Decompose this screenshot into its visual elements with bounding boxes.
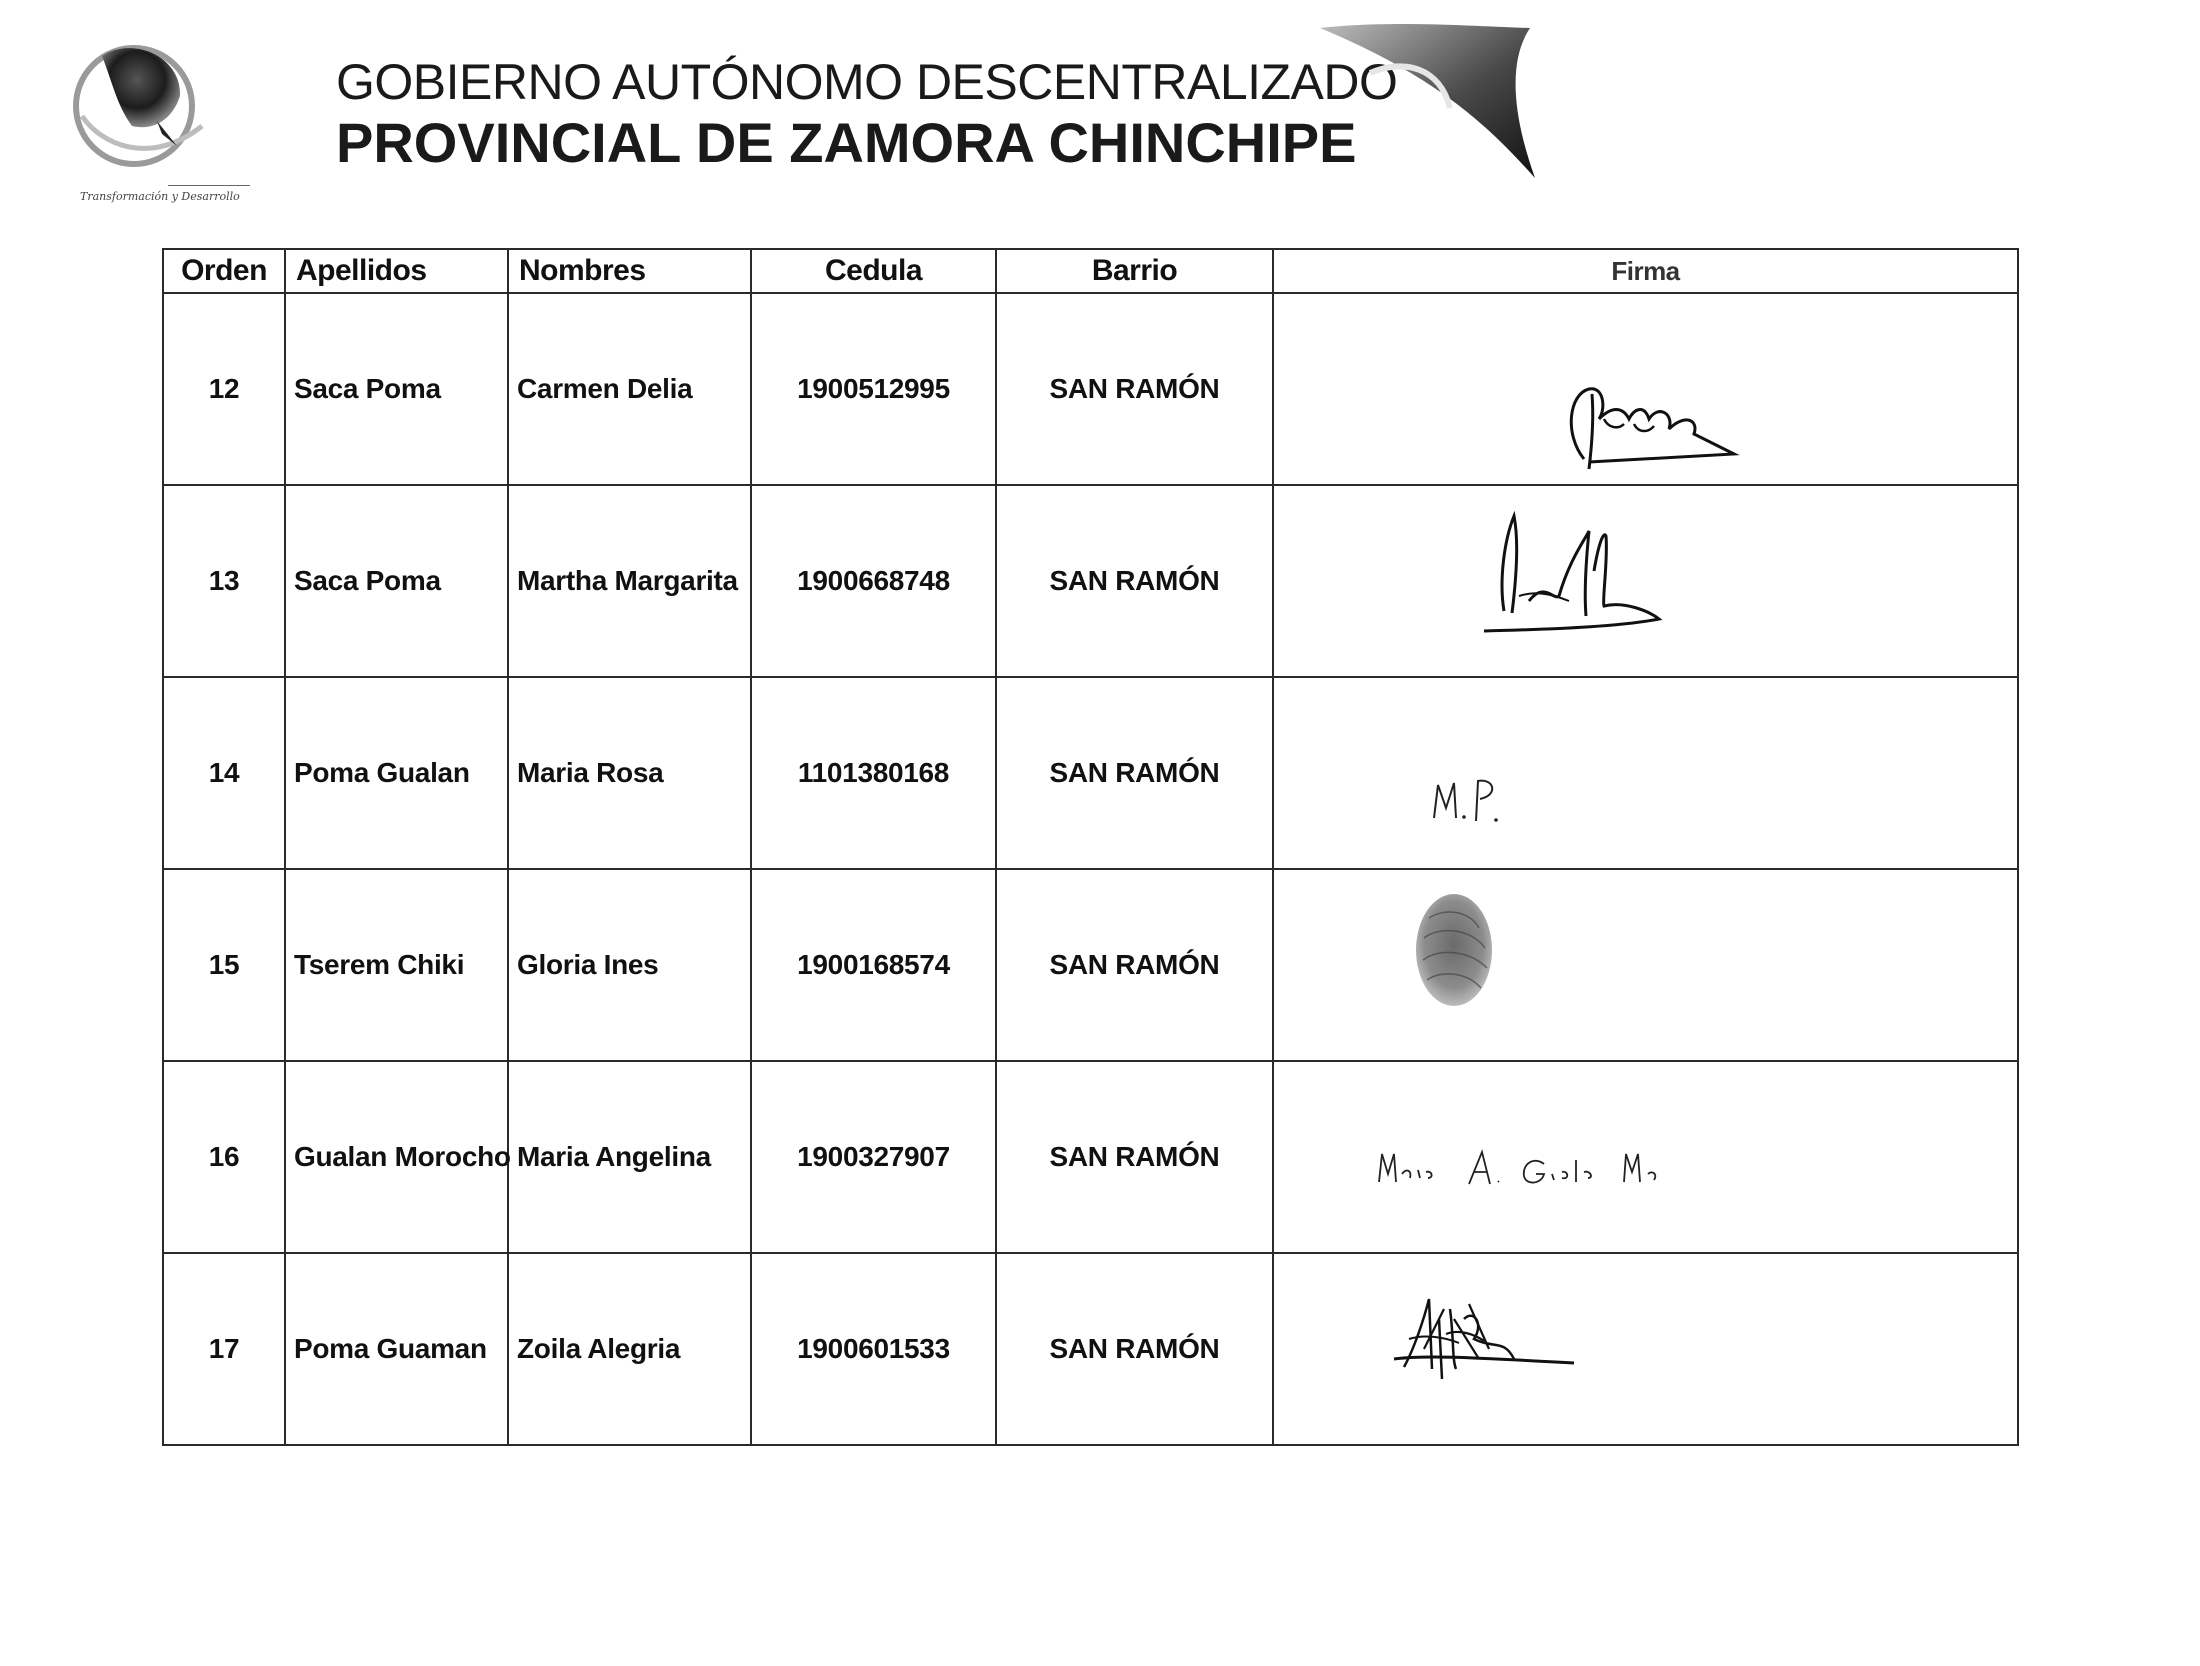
page-title <box>336 52 1398 174</box>
cell-apellidos: Saca Poma <box>285 485 508 677</box>
cell-firma <box>1273 1253 2018 1445</box>
institution-logo <box>62 26 222 176</box>
table-row <box>163 1253 2018 1445</box>
signature-image <box>1544 374 1744 484</box>
cell-orden: 16 <box>163 1061 285 1253</box>
signature-image <box>1384 1279 1584 1404</box>
fingerprint-image <box>1409 888 1499 1013</box>
cell-nombres: Gloria Ines <box>508 869 751 1061</box>
header-swoosh-graphic <box>1310 18 1550 188</box>
signature-image <box>1474 501 1674 641</box>
cell-cedula: 1101380168 <box>751 677 996 869</box>
cell-orden: 15 <box>163 869 285 1061</box>
cell-nombres: Zoila Alegria <box>508 1253 751 1445</box>
table-row <box>163 485 2018 677</box>
cell-apellidos: Tserem Chiki <box>285 869 508 1061</box>
cell-cedula: 1900168574 <box>751 869 996 1061</box>
cell-nombres: Maria Rosa <box>508 677 751 869</box>
cell-firma <box>1273 869 2018 1061</box>
col-header-barrio: Barrio <box>996 249 1273 293</box>
cell-apellidos: Gualan Morocho <box>285 1061 508 1253</box>
table-row <box>163 677 2018 869</box>
col-header-apellidos: Apellidos <box>285 249 508 293</box>
table-row <box>163 1061 2018 1253</box>
col-header-firma: Firma <box>1273 249 2018 293</box>
tagline-rule <box>168 185 250 186</box>
cell-apellidos: Poma Gualan <box>285 677 508 869</box>
table-row <box>163 293 2018 485</box>
cell-apellidos: Saca Poma <box>285 293 508 485</box>
table-row <box>163 869 2018 1061</box>
cell-barrio: SAN RAMÓN <box>996 677 1273 869</box>
cell-apellidos: Poma Guaman <box>285 1253 508 1445</box>
cell-firma <box>1273 677 2018 869</box>
cell-nombres: Maria Angelina <box>508 1061 751 1253</box>
signature-initials-image <box>1424 773 1524 833</box>
cell-nombres: Martha Margarita <box>508 485 751 677</box>
cell-nombres: Carmen Delia <box>508 293 751 485</box>
handwritten-signature-image <box>1374 1142 1684 1202</box>
col-header-orden: Orden <box>163 249 285 293</box>
title-line-2: PROVINCIAL DE ZAMORA CHINCHIPE <box>336 111 1357 174</box>
cell-orden: 14 <box>163 677 285 869</box>
cell-firma <box>1273 485 2018 677</box>
cell-barrio: SAN RAMÓN <box>996 293 1273 485</box>
cell-firma <box>1273 1061 2018 1253</box>
table-header-row <box>163 249 2018 293</box>
cell-orden: 12 <box>163 293 285 485</box>
cell-barrio: SAN RAMÓN <box>996 1253 1273 1445</box>
cell-cedula: 1900327907 <box>751 1061 996 1253</box>
cell-cedula: 1900512995 <box>751 293 996 485</box>
title-line-1: GOBIERNO AUTÓNOMO DESCENTRALIZADO <box>336 54 1398 110</box>
cell-cedula: 1900668748 <box>751 485 996 677</box>
tagline: Transformación y Desarrollo <box>80 190 240 203</box>
cell-barrio: SAN RAMÓN <box>996 1061 1273 1253</box>
attendance-table <box>162 248 2019 1446</box>
cell-orden: 17 <box>163 1253 285 1445</box>
col-header-cedula: Cedula <box>751 249 996 293</box>
cell-firma <box>1273 293 2018 485</box>
cell-barrio: SAN RAMÓN <box>996 485 1273 677</box>
cell-cedula: 1900601533 <box>751 1253 996 1445</box>
cell-barrio: SAN RAMÓN <box>996 869 1273 1061</box>
col-header-nombres: Nombres <box>508 249 751 293</box>
cell-orden: 13 <box>163 485 285 677</box>
